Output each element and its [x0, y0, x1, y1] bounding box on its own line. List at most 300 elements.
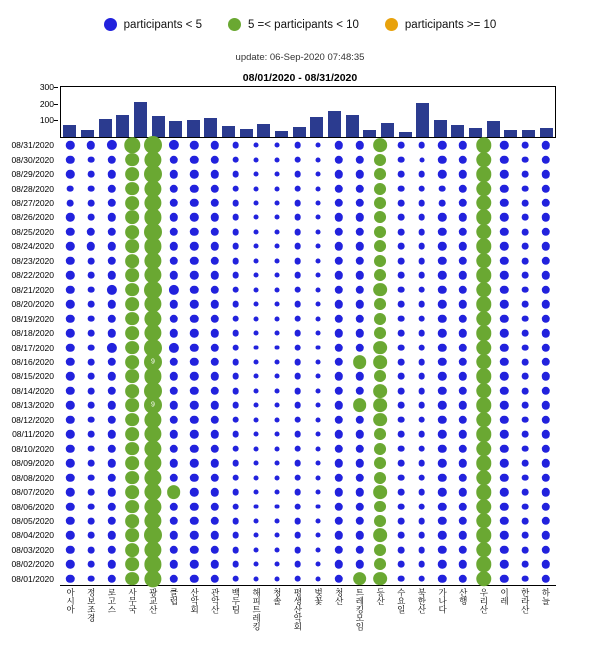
matrix-dot — [211, 531, 219, 539]
matrix-dot — [316, 490, 321, 495]
matrix-dot — [418, 489, 425, 496]
matrix-dot — [169, 459, 177, 467]
matrix-dot — [107, 300, 115, 308]
matrix-dot — [190, 387, 198, 395]
matrix-dot — [275, 432, 280, 437]
matrix-dot — [500, 228, 508, 236]
matrix-dot — [211, 416, 219, 424]
matrix-dot — [107, 488, 115, 496]
date-label: 08/20/2020 — [11, 299, 54, 310]
matrix-dot — [522, 359, 529, 366]
matrix-dot — [107, 242, 115, 250]
matrix-dot — [373, 572, 387, 586]
matrix-dot — [88, 431, 95, 438]
matrix-dot — [232, 474, 239, 481]
matrix-dot — [254, 518, 259, 523]
matrix-dot — [66, 546, 74, 554]
matrix-dot — [88, 286, 95, 293]
matrix-dot — [500, 459, 508, 467]
matrix-dot — [66, 416, 74, 424]
matrix-dot — [169, 257, 177, 265]
matrix-dot — [232, 532, 239, 539]
matrix-dot — [254, 562, 259, 567]
matrix-dot — [254, 287, 259, 292]
matrix-dot — [398, 561, 405, 568]
matrix-dot — [125, 413, 139, 427]
matrix-dot — [500, 444, 508, 452]
matrix-dot — [476, 340, 491, 355]
matrix-dot — [355, 531, 363, 539]
matrix-dot — [88, 257, 95, 264]
matrix-dot — [438, 531, 446, 539]
bar — [487, 121, 500, 137]
matrix-dot — [541, 199, 549, 207]
matrix-dot — [232, 286, 239, 293]
matrix-dot — [254, 446, 259, 451]
matrix-dot — [398, 460, 405, 467]
matrix-dot — [125, 153, 139, 167]
matrix-dot — [88, 373, 95, 380]
matrix-dot — [275, 143, 280, 148]
matrix-dot — [275, 461, 280, 466]
matrix-dot — [438, 459, 446, 467]
matrix-dot — [275, 331, 280, 336]
matrix-dot — [476, 499, 491, 514]
group-label: 가나다 — [437, 588, 448, 614]
matrix-dot — [125, 254, 139, 268]
matrix-dot — [373, 138, 387, 152]
matrix-dot — [398, 243, 405, 250]
matrix-dot — [459, 430, 467, 438]
legend-item-label: participants < 5 — [123, 18, 202, 31]
matrix-dot — [418, 229, 425, 236]
matrix-dot — [439, 185, 446, 192]
matrix-dot — [522, 301, 529, 308]
date-label: 08/17/2020 — [11, 342, 54, 353]
matrix-dot — [541, 170, 549, 178]
matrix-dot — [500, 416, 508, 424]
date-label: 08/21/2020 — [11, 284, 54, 295]
matrix-dot — [398, 171, 405, 178]
matrix-dot — [254, 504, 259, 509]
update-timestamp: update: 06-Sep-2020 07:48:35 — [235, 52, 365, 63]
matrix-dot — [374, 428, 386, 440]
matrix-dot — [232, 171, 239, 178]
matrix-dot — [541, 401, 549, 409]
matrix-dot — [316, 360, 321, 365]
matrix-dot — [374, 558, 386, 570]
matrix-dot — [459, 387, 467, 395]
matrix-dot — [438, 329, 446, 337]
matrix-dot — [459, 416, 467, 424]
matrix-dot — [66, 242, 74, 250]
matrix-dot — [398, 185, 405, 192]
matrix-dot — [373, 355, 387, 369]
matrix-dot — [398, 474, 405, 481]
matrix-dot — [190, 300, 198, 308]
matrix-dot — [335, 343, 343, 351]
matrix-dot — [541, 560, 549, 568]
matrix-dot — [211, 430, 219, 438]
matrix-dot — [439, 200, 446, 207]
bar-y-tick-mark — [54, 87, 58, 88]
matrix-dot — [232, 330, 239, 337]
matrix-dot — [398, 503, 405, 510]
matrix-dot — [353, 355, 367, 369]
matrix-dot — [541, 358, 549, 366]
matrix-dot — [418, 286, 425, 293]
matrix-dot — [500, 502, 508, 510]
matrix-dot — [476, 412, 491, 427]
matrix-dot — [353, 572, 367, 586]
matrix-dot — [275, 562, 280, 567]
matrix-dot — [190, 343, 198, 351]
matrix-dot — [211, 314, 219, 322]
matrix-dot — [107, 358, 115, 366]
matrix-dot — [398, 301, 405, 308]
matrix-dot — [522, 431, 529, 438]
matrix-dot — [254, 172, 259, 177]
matrix-dot — [522, 547, 529, 554]
matrix-dot — [459, 372, 467, 380]
matrix-dot — [476, 138, 491, 153]
matrix-dot — [316, 533, 321, 538]
dot-matrix-panel — [60, 138, 556, 586]
matrix-dot — [232, 416, 239, 423]
date-label: 08/12/2020 — [11, 414, 54, 425]
matrix-dot — [125, 268, 139, 282]
matrix-dot — [459, 575, 467, 583]
matrix-dot — [476, 311, 491, 326]
matrix-dot — [316, 316, 321, 321]
matrix-dot — [125, 471, 139, 485]
matrix-dot — [66, 358, 74, 366]
matrix-dot — [316, 432, 321, 437]
matrix-dot — [107, 575, 115, 583]
matrix-dot — [254, 432, 259, 437]
matrix-dot — [169, 155, 177, 163]
matrix-dot — [398, 445, 405, 452]
matrix-dot-label: 9 — [151, 401, 155, 409]
matrix-dot — [541, 184, 549, 192]
matrix-dot — [211, 300, 219, 308]
matrix-dot — [294, 286, 301, 293]
matrix-dot — [190, 329, 198, 337]
matrix-dot — [275, 360, 280, 365]
matrix-dot — [107, 285, 117, 295]
matrix-dot — [541, 242, 549, 250]
matrix-dot — [418, 547, 425, 554]
matrix-dot — [398, 272, 405, 279]
matrix-dot — [275, 316, 280, 321]
matrix-dot — [190, 199, 198, 207]
matrix-dot — [294, 416, 301, 423]
date-label: 08/15/2020 — [11, 371, 54, 382]
matrix-dot — [355, 416, 363, 424]
group-label: 우리산 — [478, 588, 489, 614]
matrix-dot — [476, 268, 491, 283]
matrix-dot — [211, 358, 219, 366]
matrix-dot — [294, 445, 301, 452]
matrix-dot — [169, 416, 177, 424]
matrix-dot — [374, 457, 386, 469]
matrix-dot — [294, 373, 301, 380]
matrix-dot — [275, 201, 280, 206]
matrix-dot — [316, 374, 321, 379]
matrix-dot — [254, 461, 259, 466]
matrix-dot — [476, 369, 491, 384]
matrix-dot — [254, 547, 259, 552]
matrix-dot — [232, 402, 239, 409]
matrix-dot — [418, 402, 425, 409]
matrix-dot — [541, 372, 549, 380]
matrix-dot — [418, 171, 425, 178]
matrix-dot — [211, 502, 219, 510]
date-label: 08/18/2020 — [11, 328, 54, 339]
matrix-dot — [418, 272, 425, 279]
date-row-labels — [0, 138, 58, 586]
matrix-dot — [500, 560, 508, 568]
matrix-dot — [500, 170, 508, 178]
matrix-dot — [438, 546, 446, 554]
matrix-dot — [459, 228, 467, 236]
legend-item-label: 5 =< participants < 10 — [247, 18, 359, 31]
matrix-dot — [66, 329, 74, 337]
legend — [0, 18, 600, 31]
matrix-dot — [316, 157, 321, 162]
matrix-dot — [522, 460, 529, 467]
matrix-dot — [232, 547, 239, 554]
matrix-dot — [418, 503, 425, 510]
matrix-dot — [275, 215, 280, 220]
matrix-dot — [232, 431, 239, 438]
matrix-dot — [169, 531, 177, 539]
bar — [222, 126, 235, 137]
matrix-dot — [211, 387, 219, 395]
matrix-dot — [88, 547, 95, 554]
matrix-dot — [398, 315, 405, 322]
matrix-dot — [335, 184, 343, 192]
matrix-dot — [125, 182, 139, 196]
matrix-dot — [500, 141, 508, 149]
matrix-dot — [190, 517, 198, 525]
matrix-dot — [522, 503, 529, 510]
matrix-dot — [190, 416, 198, 424]
group-label: 한라산 — [520, 588, 531, 614]
matrix-dot — [541, 517, 549, 525]
matrix-dot — [275, 374, 280, 379]
matrix-dot — [232, 344, 239, 351]
matrix-dot — [316, 345, 321, 350]
date-label: 08/28/2020 — [11, 183, 54, 194]
matrix-dot — [335, 213, 343, 221]
date-label: 08/24/2020 — [11, 241, 54, 252]
matrix-dot — [125, 529, 139, 543]
matrix-dot — [459, 286, 467, 294]
matrix-dot — [398, 142, 405, 149]
matrix-dot — [374, 298, 386, 310]
matrix-dot — [335, 488, 343, 496]
matrix-dot — [459, 546, 467, 554]
matrix-dot — [294, 388, 301, 395]
matrix-dot — [275, 475, 280, 480]
matrix-dot — [294, 402, 301, 409]
matrix-dot — [107, 444, 115, 452]
matrix-dot — [232, 445, 239, 452]
matrix-dot — [66, 459, 74, 467]
matrix-dot — [294, 185, 301, 192]
matrix-dot — [418, 359, 425, 366]
matrix-dot — [316, 576, 321, 581]
matrix-dot — [374, 544, 386, 556]
matrix-dot — [541, 228, 549, 236]
matrix-dot — [418, 388, 425, 395]
matrix-dot — [374, 154, 386, 166]
matrix-dot — [355, 517, 363, 525]
matrix-dot — [459, 329, 467, 337]
matrix-dot — [190, 271, 198, 279]
matrix-dot — [522, 445, 529, 452]
matrix-dot — [438, 416, 446, 424]
date-label: 08/14/2020 — [11, 385, 54, 396]
matrix-dot — [294, 532, 301, 539]
matrix-dot — [418, 301, 425, 308]
matrix-dot — [438, 488, 446, 496]
matrix-dot — [169, 242, 177, 250]
matrix-dot — [418, 330, 425, 337]
group-label: 로고스 — [106, 588, 117, 614]
matrix-dot — [169, 285, 179, 295]
matrix-dot — [107, 401, 115, 409]
matrix-dot — [476, 528, 491, 543]
matrix-dot — [66, 517, 74, 525]
matrix-dot — [500, 271, 508, 279]
matrix-dot — [125, 211, 139, 225]
matrix-dot — [190, 531, 198, 539]
matrix-dot — [294, 142, 301, 149]
matrix-dot — [211, 546, 219, 554]
matrix-dot — [232, 359, 239, 366]
bar-chart-y-axis — [0, 82, 58, 138]
matrix-dot — [438, 300, 446, 308]
matrix-dot — [125, 283, 139, 297]
date-label: 08/07/2020 — [11, 487, 54, 498]
matrix-dot — [522, 402, 529, 409]
bar — [81, 130, 94, 138]
date-label: 08/11/2020 — [12, 429, 54, 440]
matrix-dot — [87, 242, 95, 250]
matrix-dot — [476, 181, 491, 196]
matrix-dot — [374, 327, 386, 339]
matrix-dot — [232, 489, 239, 496]
matrix-dot — [169, 228, 177, 236]
matrix-dot — [190, 257, 198, 265]
matrix-dot — [335, 199, 343, 207]
bar-y-tick-label: 300 — [39, 82, 54, 92]
matrix-dot — [275, 547, 280, 552]
matrix-dot — [190, 242, 198, 250]
matrix-dot — [67, 185, 74, 192]
matrix-dot — [190, 401, 198, 409]
matrix-dot — [398, 344, 405, 351]
matrix-dot — [88, 301, 95, 308]
matrix-dot — [541, 314, 549, 322]
matrix-dot — [355, 444, 363, 452]
matrix-dot — [294, 344, 301, 351]
matrix-dot — [418, 142, 425, 149]
matrix-dot — [522, 575, 529, 582]
date-label: 08/16/2020 — [11, 357, 54, 367]
matrix-dot — [355, 502, 363, 510]
matrix-dot — [374, 501, 386, 513]
matrix-dot — [232, 185, 239, 192]
matrix-dot — [66, 228, 74, 236]
bar — [328, 111, 341, 137]
matrix-dot — [459, 502, 467, 510]
matrix-dot — [275, 403, 280, 408]
matrix-dot — [398, 257, 405, 264]
matrix-dot — [169, 213, 177, 221]
matrix-dot — [476, 571, 491, 586]
matrix-dot — [316, 186, 321, 191]
matrix-dot — [66, 473, 74, 481]
matrix-dot — [294, 315, 301, 322]
matrix-dot — [88, 532, 95, 539]
matrix-dot — [476, 239, 491, 254]
matrix-dot — [335, 546, 343, 554]
matrix-dot — [88, 503, 95, 510]
matrix-dot — [88, 171, 95, 178]
matrix-dot — [335, 430, 343, 438]
matrix-dot — [418, 532, 425, 539]
matrix-dot — [500, 488, 508, 496]
matrix-dot — [211, 155, 219, 163]
matrix-dot — [190, 488, 198, 496]
matrix-dot — [335, 560, 343, 568]
matrix-dot — [107, 199, 115, 207]
matrix-dot — [459, 531, 467, 539]
matrix-dot — [190, 444, 198, 452]
matrix-dot — [232, 503, 239, 510]
matrix-dot — [418, 315, 425, 322]
bar — [116, 115, 129, 137]
bar — [293, 127, 306, 137]
matrix-dot — [355, 155, 363, 163]
matrix-dot — [438, 401, 446, 409]
matrix-dot — [125, 312, 139, 326]
bar — [399, 132, 412, 137]
matrix-dot — [335, 502, 343, 510]
matrix-dot — [335, 242, 343, 250]
matrix-dot — [254, 157, 259, 162]
matrix-dot — [335, 300, 343, 308]
matrix-dot — [541, 257, 549, 265]
matrix-dot — [316, 417, 321, 422]
matrix-dot — [232, 156, 239, 163]
matrix-dot — [169, 401, 177, 409]
bar-y-tick-mark — [54, 120, 58, 121]
matrix-dot — [169, 473, 177, 481]
matrix-dot — [190, 314, 198, 322]
bar — [381, 123, 394, 137]
matrix-dot — [190, 228, 198, 236]
matrix-dot — [335, 459, 343, 467]
matrix-dot — [190, 213, 198, 221]
matrix-dot — [398, 547, 405, 554]
matrix-dot — [169, 517, 177, 525]
matrix-dot — [438, 372, 446, 380]
bar — [152, 116, 165, 137]
